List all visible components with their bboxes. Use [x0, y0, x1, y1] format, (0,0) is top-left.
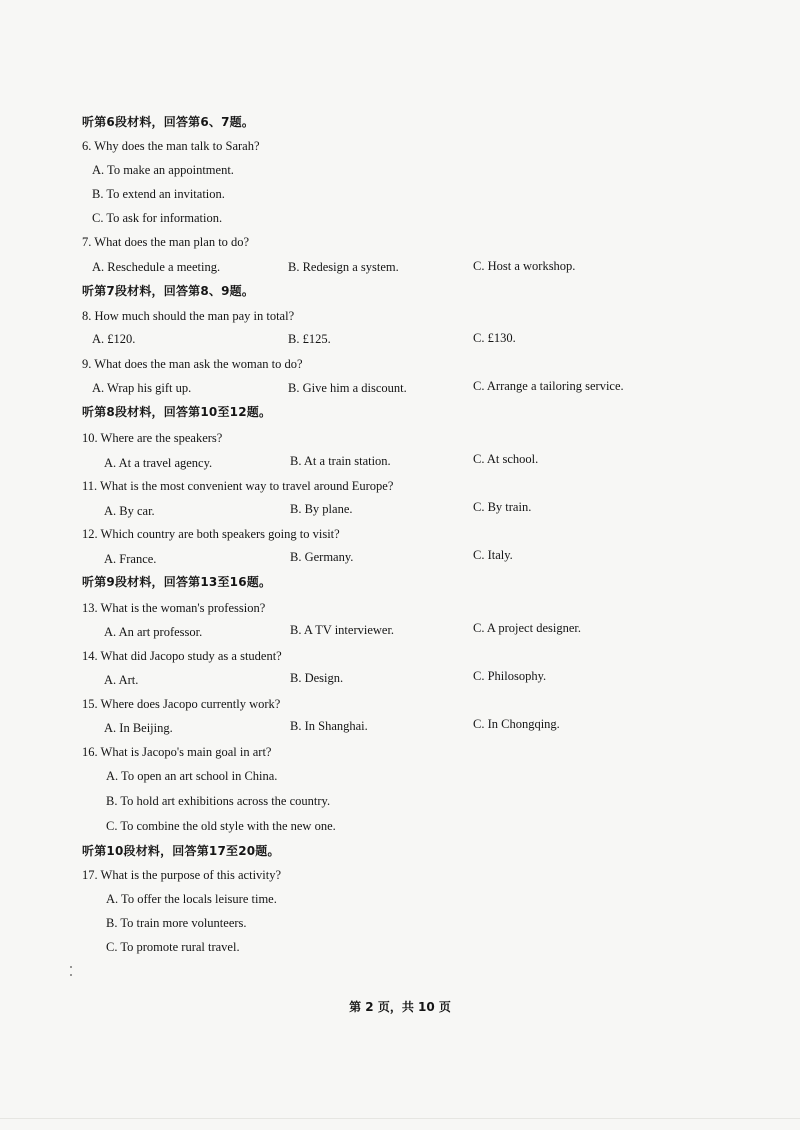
question-10-option-b: B. At a train station.: [290, 454, 391, 468]
question-11-option-a: A. By car.: [104, 504, 155, 518]
question-16-option-c: C. To combine the old style with the new one.: [106, 819, 336, 833]
question-12-option-a: A. France.: [104, 552, 157, 566]
question-17-option-b: B. To train more volunteers.: [106, 916, 247, 930]
question-8-option-b: B. £125.: [288, 332, 331, 346]
question-10-option-c: C. At school.: [473, 452, 539, 466]
question-12-option-c: C. Italy.: [473, 548, 513, 562]
question-7-option-a: A. Reschedule a meeting.: [92, 260, 221, 274]
question-9-option-c: C. Arrange a tailoring service.: [473, 379, 624, 393]
question-15-stem: 15. Where does Jacopo currently work?: [82, 697, 281, 711]
question-8-option-a: A. £120.: [92, 332, 136, 346]
question-13-option-c: C. A project designer.: [473, 621, 581, 635]
question-12-option-b: B. Germany.: [290, 550, 354, 564]
question-15-option-b: B. In Shanghai.: [290, 719, 368, 733]
question-6-option-c: C. To ask for information.: [92, 211, 223, 225]
question-9-option-b: B. Give him a discount.: [288, 381, 407, 395]
question-15-option-a: A. In Beijing.: [104, 721, 173, 735]
question-11-option-c: C. By train.: [473, 500, 532, 514]
question-17-option-a: A. To offer the locals leisure time.: [106, 892, 277, 906]
scan-speck: [70, 966, 72, 968]
section-heading-7: 听第7段材料，回答第8、9题。: [82, 284, 255, 298]
question-15-option-c: C. In Chongqing.: [473, 717, 560, 731]
question-17-stem: 17. What is the purpose of this activity?: [82, 868, 282, 882]
question-10-option-a: A. At a travel agency.: [104, 456, 213, 470]
question-16-option-a: A. To open an art school in China.: [106, 769, 278, 783]
question-12-stem: 12. Which country are both speakers going to visit?: [82, 527, 340, 541]
question-9-stem: 9. What does the man ask the woman to do?: [82, 357, 303, 371]
question-6-stem: 6. Why does the man talk to Sarah?: [82, 139, 260, 153]
question-17-option-c: C. To promote rural travel.: [106, 940, 240, 954]
question-16-stem: 16. What is Jacopo's main goal in art?: [82, 745, 272, 759]
question-11-option-b: B. By plane.: [290, 502, 353, 516]
question-11-stem: 11. What is the most convenient way to travel around Europe?: [82, 479, 394, 493]
question-13-option-b: B. A TV interviewer.: [290, 623, 395, 637]
question-7-option-b: B. Redesign a system.: [288, 260, 399, 274]
question-10-stem: 10. Where are the speakers?: [82, 431, 223, 445]
question-8-stem: 8. How much should the man pay in total?: [82, 309, 295, 323]
page-number-footer: 第 2 页，共 10 页: [349, 1000, 451, 1014]
question-16-option-b: B. To hold art exhibitions across the country.: [106, 794, 331, 808]
scan-speck: [70, 974, 72, 976]
question-8-option-c: C. £130.: [473, 331, 516, 345]
question-9-option-a: A. Wrap his gift up.: [92, 381, 192, 395]
question-7-stem: 7. What does the man plan to do?: [82, 235, 250, 249]
section-heading-10: 听第10段材料，回答第17至20题。: [82, 844, 280, 858]
page-edge-line: [0, 1118, 800, 1119]
question-13-option-a: A. An art professor.: [104, 625, 203, 639]
question-6-option-b: B. To extend an invitation.: [92, 187, 225, 201]
question-13-stem: 13. What is the woman's profession?: [82, 601, 266, 615]
question-6-option-a: A. To make an appointment.: [92, 163, 234, 177]
section-heading-8: 听第8段材料，回答第10至12题。: [82, 405, 272, 419]
question-7-option-c: C. Host a workshop.: [473, 259, 576, 273]
section-heading-6: 听第6段材料，回答第6、7题。: [82, 115, 255, 129]
question-14-option-a: A. Art.: [104, 673, 139, 687]
question-14-stem: 14. What did Jacopo study as a student?: [82, 649, 282, 663]
question-14-option-c: C. Philosophy.: [473, 669, 547, 683]
question-14-option-b: B. Design.: [290, 671, 344, 685]
section-heading-9: 听第9段材料，回答第13至16题。: [82, 575, 272, 589]
